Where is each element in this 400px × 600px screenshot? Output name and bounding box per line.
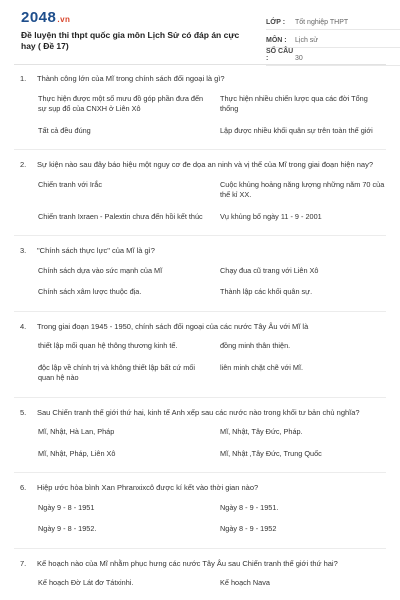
answer-options — [14, 341, 386, 395]
question-head — [14, 160, 386, 171]
answer-option[interactable]: Ngày 9 - 8 - 1951 — [38, 502, 95, 512]
question-head — [14, 483, 386, 494]
info-value: Tốt nghiệp THPT — [295, 19, 349, 26]
answer-options — [14, 94, 386, 148]
question-head — [14, 246, 386, 257]
question-number: 5. — [20, 407, 27, 417]
site-logo[interactable] — [21, 9, 70, 26]
question-divider — [14, 235, 386, 236]
answer-options — [14, 180, 386, 234]
info-row-count — [266, 48, 400, 66]
question-head — [14, 322, 386, 333]
question-text: Thành công lớn của Mĩ trong chính sách đối ngoại là gì? — [37, 74, 225, 83]
info-row-grade — [266, 12, 400, 30]
question-divider — [14, 311, 386, 312]
answer-option[interactable]: Chính sách xâm lược thuộc địa. — [38, 287, 142, 296]
question-text: Kế hoạch nào của Mĩ nhằm phục hưng các nước Tây Âu sau Chiến tranh thế giới thứ hai? — [37, 558, 338, 568]
question-text: Trong giai đoạn 1945 - 1950, chính sách đối ngoại của các nước Tây Âu với Mĩ là — [37, 321, 309, 331]
logo-suffix: .vn — [57, 15, 71, 24]
info-label: LỚP : — [266, 19, 286, 26]
answer-option[interactable]: liên minh chặt chẽ với Mĩ. — [220, 362, 304, 372]
answer-options — [14, 503, 386, 546]
question-block — [14, 160, 386, 236]
info-value: Lịch sử — [295, 37, 318, 44]
question-text: "Chính sách thực lực" của Mĩ là gì? — [37, 246, 155, 255]
question-head — [14, 408, 386, 419]
question-text: Hiệp ước hòa bình Xan Phranxixcô được kí kết vào thời gian nào? — [37, 483, 259, 492]
answer-options — [14, 266, 386, 309]
answer-option[interactable]: Mĩ, Nhật, Pháp, Liên Xô — [38, 448, 116, 458]
answer-option[interactable]: Chiến tranh với Irắc — [38, 179, 102, 189]
question-divider — [14, 397, 386, 398]
answer-option[interactable]: Ngày 8 - 9 - 1951. — [220, 502, 279, 512]
question-number: 2. — [20, 160, 27, 169]
question-divider — [14, 548, 386, 549]
answer-option[interactable]: thiết lập mối quan hệ thông thương kinh tế. — [38, 341, 178, 350]
answer-option[interactable]: Chiến tranh Ixraen - Palextin chưa đến hồi kết thúc — [38, 211, 203, 221]
question-block — [14, 483, 386, 549]
answer-option[interactable]: độc lập về chính trị và không thiết lập bất cứ mối quan hệ nào — [38, 362, 195, 382]
header — [14, 0, 386, 65]
answer-option[interactable]: Thực hiện được một số mưu đồ góp phần đưa đến sự sụp đổ của CNXH ở Liên Xô — [38, 93, 204, 113]
question-block — [14, 559, 386, 600]
question-divider — [14, 149, 386, 150]
info-label: MÔN : — [266, 37, 287, 44]
question-block — [14, 74, 386, 150]
info-label: SỐ CÂU : — [266, 48, 294, 62]
answer-options — [14, 578, 386, 600]
question-text: Sau Chiến tranh thế giới thứ hai, kinh tế Anh xếp sau các nước nào trong khối tư bản chủ nghĩa? — [37, 407, 360, 417]
answer-option[interactable]: Vụ khủng bố ngày 11 - 9 - 2001 — [220, 211, 322, 221]
question-number: 7. — [20, 558, 27, 568]
question-block — [14, 408, 386, 474]
answer-option[interactable]: Lập được nhiều khối quân sự trên toàn thế giới — [220, 125, 373, 135]
question-head — [14, 74, 386, 85]
answer-option[interactable]: Cuộc khủng hoảng năng lượng những năm 70 của thế kỉ XX. — [220, 179, 385, 199]
answer-option[interactable]: Mĩ, Nhật ,Tây Đức, Trung Quốc — [220, 448, 322, 458]
answer-option[interactable]: Ngày 9 - 8 - 1952. — [38, 524, 97, 533]
question-number: 1. — [20, 74, 27, 83]
answer-option[interactable]: Chính sách dựa vào sức mạnh của Mĩ — [38, 265, 163, 275]
page-title: Đề luyện thi thpt quốc gia môn Lịch Sử có đáp án cực hay ( Đề 17) — [21, 30, 240, 51]
question-text: Sự kiện nào sau đây báo hiệu một nguy cơ đe dọa an ninh và vị thế của Mĩ trong giai đoạn hiện nay? — [37, 160, 373, 169]
question-number: 4. — [20, 321, 27, 331]
question-head — [14, 559, 386, 570]
question-number: 3. — [20, 246, 27, 255]
question-divider — [14, 472, 386, 473]
answer-option[interactable]: Mĩ, Nhật, Hà Lan, Pháp — [38, 427, 115, 436]
logo-text: 2048 — [21, 9, 57, 26]
exam-info — [266, 12, 400, 66]
answer-option[interactable]: Tất cả đều đúng — [38, 125, 91, 135]
answer-option[interactable]: Thành lập các khối quân sự. — [220, 287, 313, 296]
answer-option[interactable]: Kế hoạch Đờ Lát đơ Tátxinhi. — [38, 578, 134, 587]
answer-option[interactable]: Thực hiện nhiều chiến lược qua các đời Tổng thống — [220, 93, 368, 113]
answer-option[interactable]: đồng minh thân thiện. — [220, 341, 291, 350]
answer-option[interactable]: Mĩ, Nhật, Tây Đức, Pháp. — [220, 427, 303, 436]
question-list — [14, 74, 386, 600]
answer-option[interactable]: Ngày 8 - 9 - 1952 — [220, 524, 277, 533]
answer-option[interactable]: Chạy đua cũ trang với Liên Xô — [220, 265, 319, 275]
info-value: 30 — [295, 55, 303, 62]
question-block — [14, 246, 386, 312]
answer-option[interactable]: Kế hoạch Nava — [220, 578, 270, 587]
answer-options — [14, 427, 386, 470]
question-block — [14, 322, 386, 398]
question-number: 6. — [20, 483, 27, 492]
info-row-subject — [266, 30, 400, 48]
